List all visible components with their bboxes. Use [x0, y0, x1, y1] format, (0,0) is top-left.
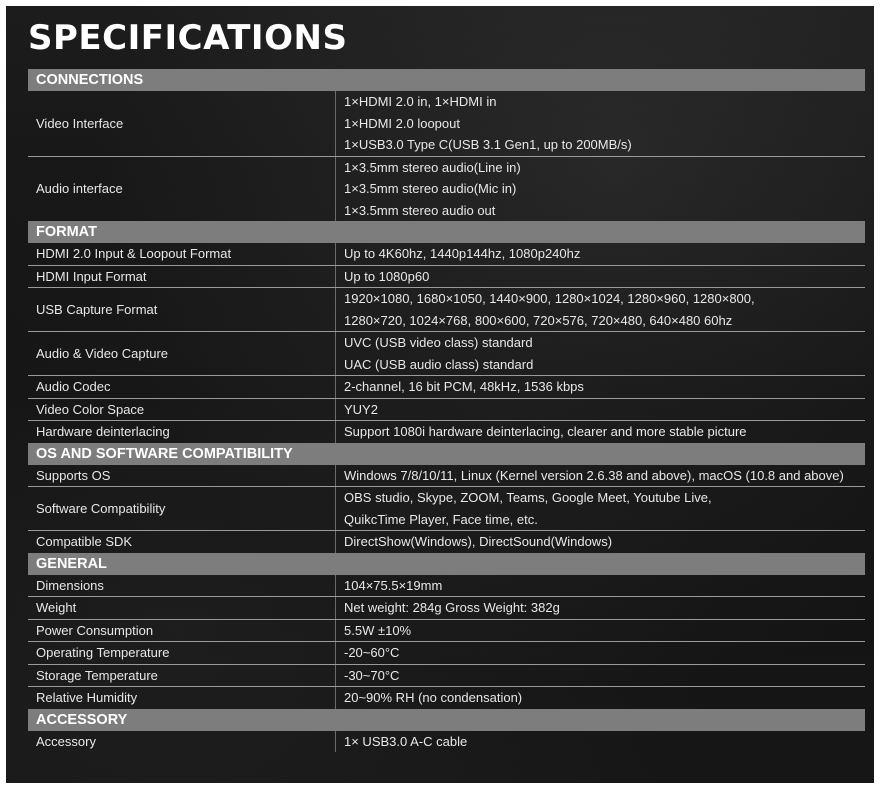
spec-values: [336, 687, 865, 709]
spec-value: 1×USB3.0 Type C(USB 3.1 Gen1, up to 200MB/s): [344, 137, 632, 152]
spec-label: Weight: [28, 597, 336, 619]
spec-value: Up to 1080p60: [344, 268, 430, 284]
spec-values: [336, 157, 865, 222]
spec-row-relative-humidity: [28, 687, 865, 709]
spec-value: 1×HDMI 2.0 loopout: [344, 115, 460, 131]
spec-values: [336, 597, 865, 619]
spec-label: Video Color Space: [28, 399, 336, 421]
spec-value: Up to 4K60hz, 1440p144hz, 1080p240hz: [344, 246, 581, 261]
spec-value: 2-channel, 16 bit PCM, 48kHz, 1536 kbps: [344, 379, 584, 394]
spec-value: 20~90% RH (no condensation): [344, 690, 523, 705]
spec-label: Software Compatibility: [28, 487, 336, 530]
spec-values: [336, 731, 865, 753]
spec-label: Dimensions: [28, 575, 336, 597]
section-header-os-and-software-compatibility: OS AND SOFTWARE COMPATIBILITY: [28, 443, 865, 465]
spec-values: [336, 243, 865, 265]
spec-values: [336, 487, 865, 530]
spec-values: [336, 376, 865, 398]
page-title: SPECIFICATIONS: [28, 18, 348, 58]
spec-value: UVC (USB video class) standard: [344, 335, 533, 350]
spec-value: OBS studio, Skype, ZOOM, Teams, Google Meet, Youtube Live,: [344, 490, 712, 505]
spec-value: -20~60°C: [344, 645, 400, 660]
spec-row-weight: [28, 597, 865, 620]
spec-label: USB Capture Format: [28, 288, 336, 331]
spec-row-operating-temperature: [28, 642, 865, 665]
spec-row-video-interface: [28, 91, 865, 157]
spec-label: HDMI 2.0 Input & Loopout Format: [28, 243, 336, 265]
spec-value: 1×3.5mm stereo audio(Line in): [344, 159, 521, 175]
spec-value: 104×75.5×19mm: [344, 577, 443, 593]
spec-values: [336, 575, 865, 597]
spec-label: Storage Temperature: [28, 665, 336, 687]
spec-values: [336, 620, 865, 642]
spec-label: Hardware deinterlacing: [28, 421, 336, 443]
spec-row-audio-video-capture: [28, 332, 865, 376]
spec-value: Support 1080i hardware deinterlacing, clearer and more stable picture: [344, 424, 747, 439]
spec-label: Relative Humidity: [28, 687, 336, 709]
spec-row-usb-capture-format: [28, 288, 865, 332]
spec-label: Video Interface: [28, 91, 336, 156]
spec-value: 1280×720, 1024×768, 800×600, 720×576, 720×480, 640×480 60hz: [344, 312, 733, 328]
spec-row-software-compatibility: [28, 487, 865, 531]
spec-label: HDMI Input Format: [28, 266, 336, 288]
spec-value: -30~70°C: [344, 667, 400, 683]
spec-values: [336, 91, 865, 156]
spec-value: Windows 7/8/10/11, Linux (Kernel version 2.6.38 and above), macOS (10.8 and above): [344, 467, 844, 483]
spec-row-hdmi-2-0-input-loopout-format: [28, 243, 865, 266]
spec-values: [336, 531, 865, 553]
section-header-general: GENERAL: [28, 553, 865, 575]
section-header-accessory: ACCESSORY: [28, 709, 865, 731]
spec-value: QuikcTime Player, Face time, etc.: [344, 511, 538, 527]
spec-label: Compatible SDK: [28, 531, 336, 553]
spec-row-dimensions: [28, 575, 865, 598]
spec-label: Supports OS: [28, 465, 336, 487]
spec-row-video-color-space: [28, 399, 865, 422]
spec-value: 1920×1080, 1680×1050, 1440×900, 1280×1024, 1280×960, 1280×800,: [344, 291, 755, 306]
spec-value: 1×HDMI 2.0 in, 1×HDMI in: [344, 94, 497, 109]
spec-value: 5.5W ±10%: [344, 622, 412, 638]
spec-value: YUY2: [344, 401, 378, 417]
spec-value: 1×3.5mm stereo audio(Mic in): [344, 181, 517, 196]
spec-value: 1× USB3.0 A-C cable: [344, 733, 468, 749]
spec-values: [336, 642, 865, 664]
spec-value: UAC (USB audio class) standard: [344, 356, 534, 372]
spec-row-hardware-deinterlacing: [28, 421, 865, 443]
spec-label: Audio Codec: [28, 376, 336, 398]
spec-row-compatible-sdk: [28, 531, 865, 553]
section-header-connections: CONNECTIONS: [28, 69, 865, 91]
spec-values: [336, 421, 865, 443]
spec-row-accessory: [28, 731, 865, 753]
spec-values: [336, 332, 865, 375]
spec-row-hdmi-input-format: [28, 266, 865, 289]
spec-label: Audio interface: [28, 157, 336, 222]
spec-row-audio-interface: [28, 157, 865, 222]
spec-label: Audio & Video Capture: [28, 332, 336, 375]
spec-values: [336, 266, 865, 288]
spec-values: [336, 665, 865, 687]
spec-value: DirectShow(Windows), DirectSound(Windows): [344, 534, 613, 549]
spec-table: [28, 69, 865, 752]
spec-values: [336, 288, 865, 331]
spec-label: Accessory: [28, 731, 336, 753]
spec-row-storage-temperature: [28, 665, 865, 688]
spec-label: Power Consumption: [28, 620, 336, 642]
spec-row-supports-os: [28, 465, 865, 488]
spec-row-power-consumption: [28, 620, 865, 643]
spec-label: Operating Temperature: [28, 642, 336, 664]
spec-value: Net weight: 284g Gross Weight: 382g: [344, 600, 560, 615]
spec-values: [336, 399, 865, 421]
spec-value: 1×3.5mm stereo audio out: [344, 202, 496, 218]
spec-values: [336, 465, 865, 487]
specifications-panel: [6, 6, 874, 783]
section-header-format: FORMAT: [28, 221, 865, 243]
spec-row-audio-codec: [28, 376, 865, 399]
